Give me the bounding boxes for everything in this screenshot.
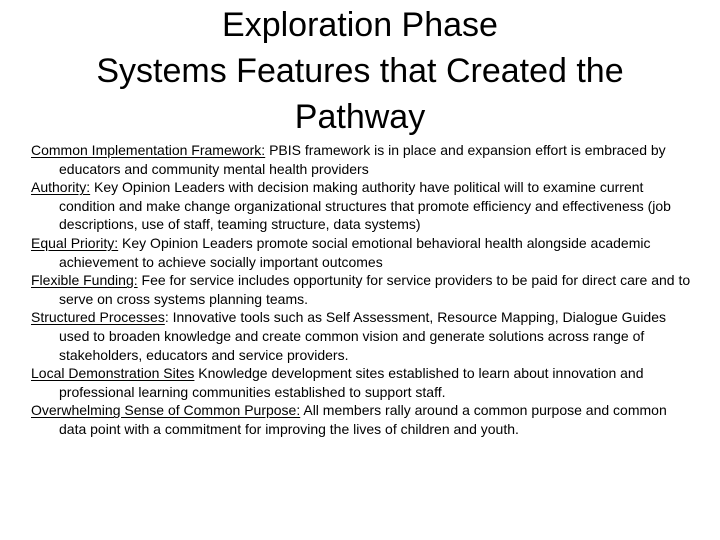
feature-text: : Innovative tools such as Self Assessment, Resource Mapping, Dialogue Guides used to broaden knowledge and create common vision and generate solutions across range of stakeholders, educators and service providers.	[59, 309, 666, 363]
feature-flexible-funding	[31, 271, 693, 308]
feature-authority	[31, 178, 693, 234]
feature-list	[31, 141, 693, 439]
feature-local-demonstration-sites	[31, 364, 693, 401]
feature-common-purpose	[31, 401, 693, 438]
feature-structured-processes	[31, 308, 693, 364]
feature-label: Structured Processes	[31, 309, 165, 326]
slide-title	[40, 2, 680, 140]
title-line-2: Systems Features that Created the	[96, 52, 624, 90]
feature-text: Knowledge development sites established to learn about innovation and professional learning communities established to support staff.	[59, 365, 644, 400]
title-line-3: Pathway	[294, 98, 426, 136]
feature-text: Fee for service includes opportunity for service providers to be paid for direct care and to serve on cross systems planning teams.	[59, 272, 691, 307]
feature-label: Equal Priority:	[31, 234, 119, 251]
feature-label: Flexible Funding:	[31, 272, 138, 289]
feature-common-implementation-framework	[31, 141, 693, 178]
feature-text: Key Opinion Leaders with decision making authority have political will to examine current condition and make change organizational structures that promote efficiency and effectiveness (job descriptions, use of staff, teaming structure, data systems)	[59, 179, 671, 233]
feature-label: Overwhelming Sense of Common Purpose:	[31, 402, 301, 419]
feature-label: Authority:	[31, 179, 91, 196]
feature-text: Key Opinion Leaders promote social emotional behavioral health alongside academic achievement to achieve socially important outcomes	[59, 234, 651, 270]
feature-equal-priority	[31, 234, 693, 271]
title-line-1: Exploration Phase	[222, 6, 498, 44]
feature-text: PBIS framework is in place and expansion effort is embraced by educators and community mental health providers	[59, 142, 666, 177]
feature-label: Local Demonstration Sites	[31, 365, 195, 382]
feature-text: All members rally around a common purpose and common data point with a commitment for improving the lives of children and youth.	[59, 402, 667, 437]
feature-label: Common Implementation Framework:	[31, 142, 266, 158]
